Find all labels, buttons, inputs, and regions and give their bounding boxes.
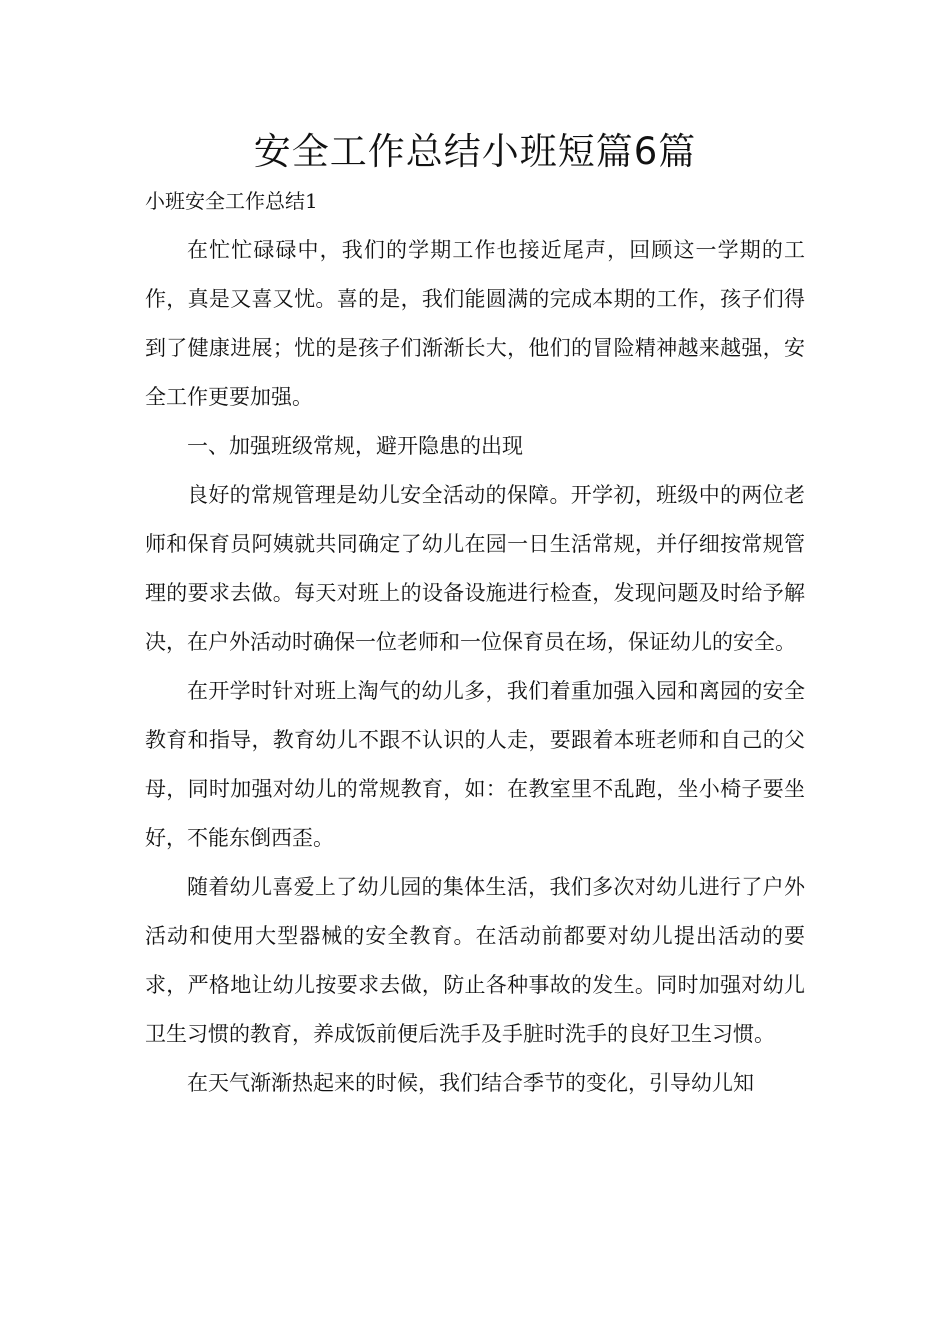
paragraph-routine: 良好的常规管理是幼儿安全活动的保障。开学初，班级中的两位老师和保育员阿姨就共同确定了幼儿在园一日生活常规，并仔细按常规管理的要求去做。每天对班上的设备设施进行检查，发现问题及时给予解决，在户外活动时确保一位老师和一位保育员在场，保证幼儿的安全。 <box>145 483 805 654</box>
document-body <box>145 226 805 1108</box>
paragraph-entry-exit: 在开学时针对班上淘气的幼儿多，我们着重加强入园和离园的安全教育和指导，教育幼儿不跟不认识的人走，要跟着本班老师和自己的父母，同时加强对幼儿的常规教育，如：在教室里不乱跑，坐小椅子要坐好，不能东倒西歪。 <box>145 679 805 850</box>
paragraph-intro: 在忙忙碌碌中，我们的学期工作也接近尾声，回顾这一学期的工作，真是又喜又忧。喜的是，我们能圆满的完成本期的工作，孩子们得到了健康进展；忧的是孩子们渐渐长大，他们的冒险精神越来越强，安全工作更要加强。 <box>145 238 805 409</box>
paragraph-weather: 在天气渐渐热起来的时候，我们结合季节的变化，引导幼儿知 <box>187 1071 754 1095</box>
document-title: 安全工作总结小班短篇6篇 <box>253 130 697 173</box>
section-heading: 小班安全工作总结1 <box>145 189 318 213</box>
paragraph-subheading: 一、加强班级常规，避开隐患的出现 <box>187 434 523 458</box>
paragraph-outdoor: 随着幼儿喜爱上了幼儿园的集体生活，我们多次对幼儿进行了户外活动和使用大型器械的安全教育。在活动前都要对幼儿提出活动的要求，严格地让幼儿按要求去做，防止各种事故的发生。同时加强对幼儿卫生习惯的教育，养成饭前便后洗手及手脏时洗手的良好卫生习惯。 <box>145 875 805 1046</box>
